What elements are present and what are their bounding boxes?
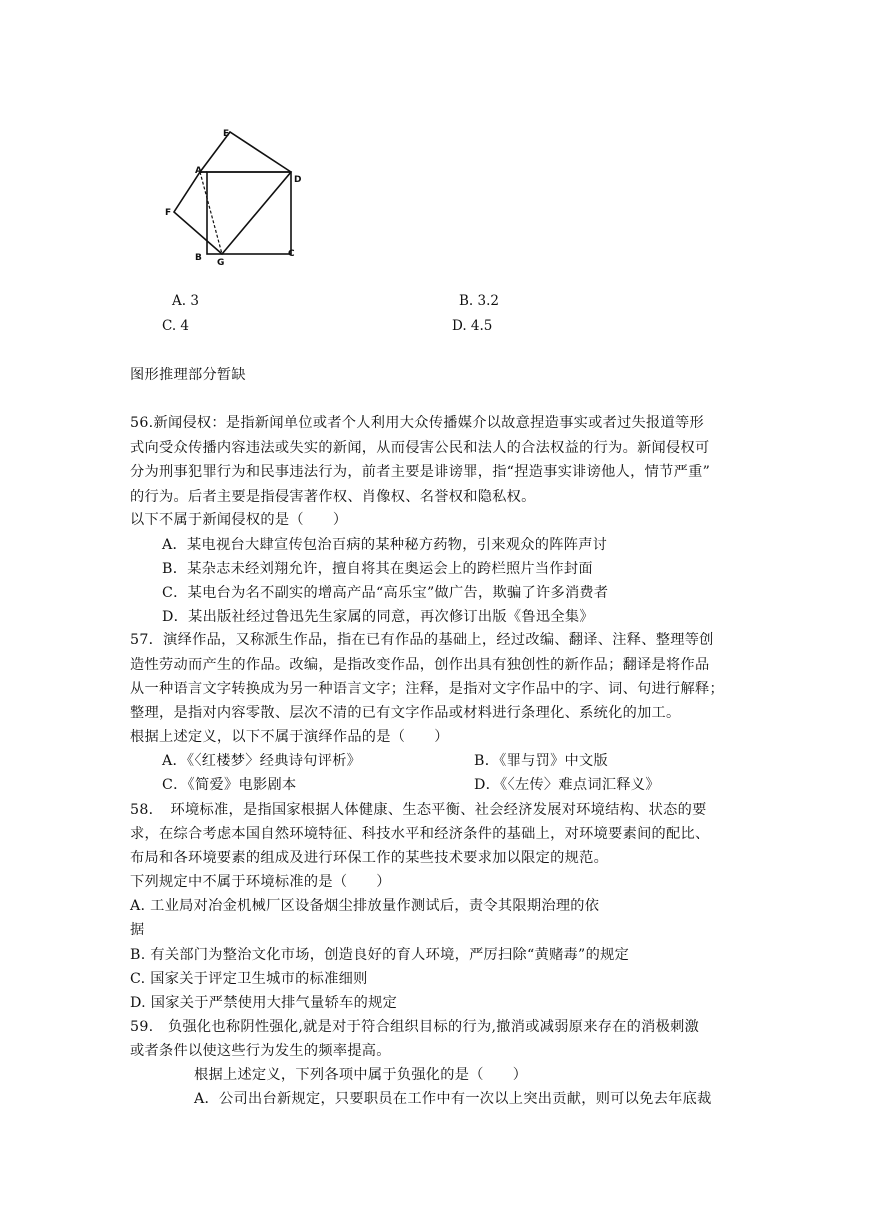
q59-stem: 根据上述定义，下列各项中属于负强化的是（ ）: [194, 1067, 528, 1083]
q58-option: C. 国家关于评定卫生城市的标准细则: [130, 971, 368, 987]
geometry-figure: [162, 122, 312, 272]
square-aedg: [174, 132, 291, 254]
q59-text-line: 或者条件以使这些行为发生的频率提高。: [130, 1043, 391, 1059]
label-a: A: [195, 166, 202, 176]
q57-option-b: B．《罪与罚》中文版: [474, 753, 609, 769]
q58-text-line: 布局和各环境要素的组成及进行环保工作的某些技术要求加以限定的规范。: [130, 850, 609, 866]
label-f: F: [165, 208, 172, 218]
option-d: D. 4.5: [452, 318, 493, 334]
label-d: D: [294, 175, 302, 185]
q58-text-line: 求，在综合考虑本国自然环境特征、科技水平和经济条件的基础上，对环境要素间的配比、: [130, 826, 710, 842]
section-note: 图形推理部分暂缺: [130, 367, 246, 383]
option-a: A. 3: [172, 293, 199, 309]
label-e: E: [223, 129, 230, 139]
q56-option: A．某电视台大肆宣传包治百病的某种秘方药物，引来观众的阵阵声讨: [162, 537, 608, 553]
q56-option: B．某杂志未经刘翔允许，擅自将其在奥运会上的跨栏照片当作封面: [162, 561, 593, 577]
q58-option: A. 工业局对冶金机械厂区设备烟尘排放量作测试后，责令其限期治理的依: [130, 898, 600, 914]
q56-text-line: 的行为。后者主要是指侵害著作权、肖像权、名誉权和隐私权。: [130, 489, 536, 505]
q56-option: C．某电台为名不副实的增高产品“高乐宝”做广告，欺骗了许多消费者: [162, 585, 609, 601]
q58-option: B. 有关部门为整治文化市场，创造良好的育人环境，严厉扫除“黄赌毒”的规定: [130, 947, 630, 963]
option-b: B. 3.2: [459, 293, 499, 309]
square-abcd: [207, 172, 291, 254]
q56-text-line: 56.新闻侵权：是指新闻单位或者个人利用大众传播媒介以故意捏造事实或者过失报道等形: [130, 415, 704, 431]
q57-text-line: 造性劳动而产生的作品。改编，是指改变作品，创作出具有独创性的新作品；翻译是将作品: [130, 657, 710, 673]
q57-text-line: 57．演绎作品，又称派生作品，指在已有作品的基础上，经过改编、翻译、注释、整理等创: [130, 632, 714, 648]
q56-option: D．某出版社经过鲁迅先生家属的同意，再次修订出版《鲁迅全集》: [162, 609, 594, 625]
q57-text-line: 从一种语言文字转换成为另一种语言文字；注释，是指对文字作品中的字、词、句进行解释；: [130, 681, 724, 697]
label-b: B: [195, 253, 202, 263]
q59-text-line: 59. 负强化也称阴性强化,就是对于符合组织目标的行为,撤消或减弱原来存在的消极刺激: [130, 1019, 700, 1035]
q57-option-d: D．《〈左传〉难点词汇释义》: [474, 777, 660, 793]
q57-text-line: 整理，是指对内容零散、层次不清的已有文字作品或材料进行条理化、系统化的加工。: [130, 705, 681, 721]
q56-stem: 以下不属于新闻侵权的是（ ）: [130, 512, 348, 528]
q58-stem: 下列规定中不属于环境标准的是（ ）: [130, 874, 391, 890]
q57-stem: 根据上述定义，以下不属于演绎作品的是（ ）: [130, 729, 449, 745]
label-g: G: [217, 258, 225, 268]
q56-text-line: 分为刑事犯罪行为和民事违法行为，前者主要是诽谤罪，指“捏造事实诽谤他人，情节严重”: [130, 464, 711, 480]
q59-option: A．公司出台新规定，只要职员在工作中有一次以上突出贡献，则可以免去年底裁: [194, 1091, 712, 1107]
label-c: C: [288, 249, 295, 259]
segment-ag-dashed: [200, 172, 222, 254]
option-c: C. 4: [162, 318, 190, 334]
q57-option-c: C．《简爱》电影剧本: [162, 777, 297, 793]
q56-text-line: 式向受众传播内容违法或失实的新闻，从而侵害公民和法人的合法权益的行为。新闻侵权可: [130, 440, 710, 456]
q58-text-line: 58． 环境标准，是指国家根据人体健康、生态平衡、社会经济发展对环境结构、状态的要: [130, 802, 707, 818]
q58-option: 据: [130, 922, 145, 938]
q57-option-a: A．《〈红楼梦〉经典诗句评析》: [162, 753, 362, 769]
q58-option: D. 国家关于严禁使用大排气量轿车的规定: [130, 995, 398, 1011]
